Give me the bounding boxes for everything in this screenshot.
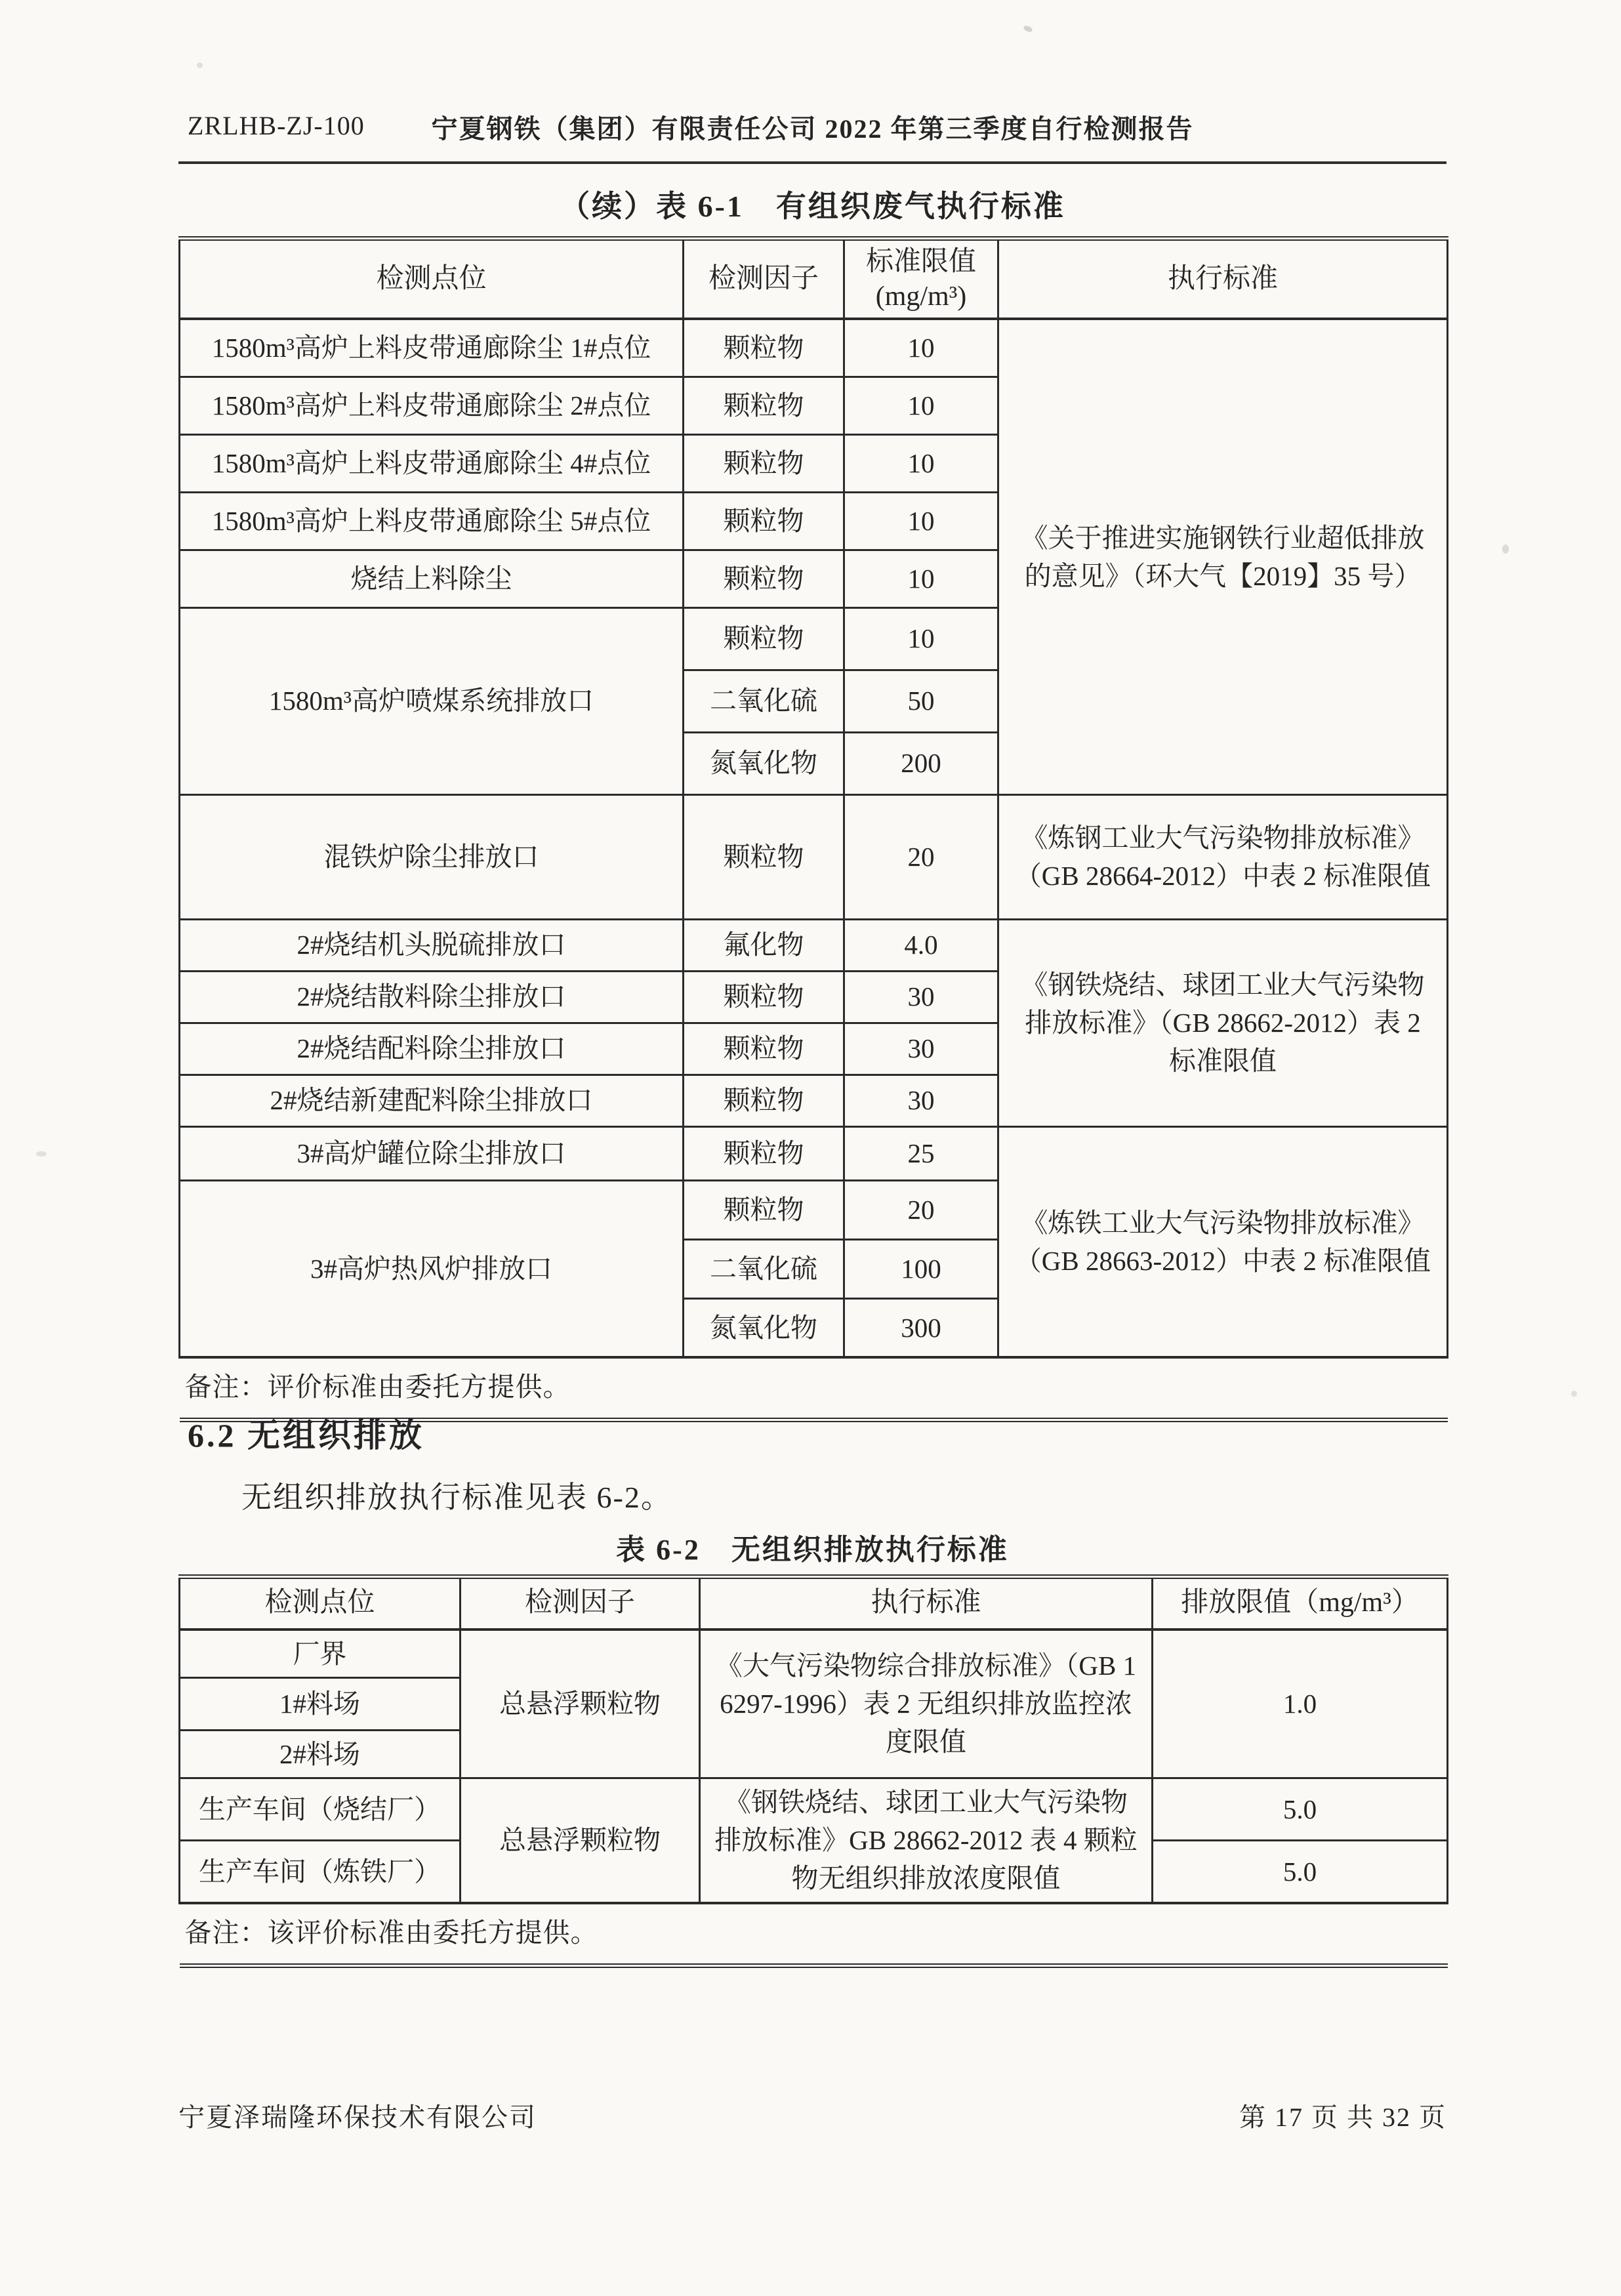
limit-cell: 10 — [844, 607, 998, 670]
point-cell: 混铁炉除尘排放口 — [180, 794, 684, 919]
footer-company: 宁夏泽瑞隆环保技术有限公司 — [178, 2102, 537, 2132]
factor-cell: 颗粒物 — [684, 1023, 844, 1075]
point-cell: 1580m³高炉上料皮带通廊除尘 1#点位 — [180, 319, 684, 377]
standard-cell: 《炼铁工业大气污染物排放标准》（GB 28663-2012）中表 2 标准限值 — [998, 1126, 1448, 1357]
limit-cell: 20 — [844, 794, 998, 919]
scan-speck — [1502, 544, 1509, 554]
table62-title: 表 6-2 无组织排放执行标准 — [616, 1534, 1009, 1566]
standard-cell: 《钢铁烧结、球团工业大气污染物排放标准》（GB 28662-2012）表 2 标准限值 — [998, 919, 1448, 1126]
limit-cell: 4.0 — [844, 919, 998, 971]
header-cell: 执行标准 — [998, 239, 1448, 319]
factor-cell: 总悬浮颗粒物 — [461, 1630, 700, 1778]
point-cell: 2#烧结配料除尘排放口 — [180, 1023, 684, 1075]
factor-cell: 二氧化硫 — [684, 670, 844, 732]
factor-cell: 颗粒物 — [684, 971, 844, 1023]
table-note: 备注：该评价标准由委托方提供。 — [180, 1903, 1448, 1966]
standard-cell: 《关于推进实施钢铁行业超低排放的意见》（环大气【2019】35 号） — [998, 319, 1448, 794]
footer-page-number: 第 17 页 共 32 页 — [1239, 2102, 1447, 2132]
limit-cell: 30 — [844, 1023, 998, 1075]
section-intro-paragraph: 无组织排放执行标准见表 6-2。 — [241, 1481, 672, 1514]
limit-cell: 5.0 — [1153, 1841, 1448, 1903]
point-cell: 1#料场 — [180, 1677, 461, 1730]
table-organized-emission-standards — [178, 236, 1448, 1422]
factor-cell: 颗粒物 — [684, 794, 844, 919]
factor-cell: 氟化物 — [684, 919, 844, 971]
factor-cell: 颗粒物 — [684, 607, 844, 670]
standard-cell: 《大气污染物综合排放标准》（GB 16297-1996）表 2 无组织排放监控浓度限值 — [700, 1630, 1153, 1778]
header-cell: 检测点位 — [180, 1577, 461, 1630]
factor-cell: 颗粒物 — [684, 1126, 844, 1180]
table-note: 备注：评价标准由委托方提供。 — [180, 1357, 1448, 1420]
scan-speck — [1023, 24, 1033, 33]
factor-cell: 总悬浮颗粒物 — [461, 1778, 700, 1902]
limit-cell: 10 — [844, 550, 998, 607]
factor-cell: 颗粒物 — [684, 492, 844, 550]
limit-cell: 30 — [844, 1075, 998, 1126]
limit-cell: 10 — [844, 319, 998, 377]
section-heading: 6.2 无组织排放 — [188, 1417, 424, 1454]
table61-title: （续）表 6-1 有组织废气执行标准 — [560, 190, 1065, 223]
header-cell: 执行标准 — [700, 1577, 1153, 1630]
limit-header-line1: 标准限值 — [865, 247, 976, 277]
standard-cell: 《炼钢工业大气污染物排放标准》（GB 28664-2012）中表 2 标准限值 — [998, 794, 1448, 919]
header-rule — [178, 161, 1447, 164]
point-cell: 生产车间（炼铁厂） — [180, 1841, 461, 1903]
header-cell: 排放限值（mg/m³） — [1153, 1577, 1448, 1630]
limit-cell: 25 — [844, 1126, 998, 1180]
factor-cell: 氮氧化物 — [684, 732, 844, 794]
limit-cell: 200 — [844, 732, 998, 794]
factor-cell: 二氧化硫 — [684, 1239, 844, 1298]
limit-header-line2: (mg/m³) — [875, 281, 967, 312]
factor-cell: 颗粒物 — [684, 1075, 844, 1126]
header-cell: 检测点位 — [180, 239, 684, 319]
report-title: 宁夏钢铁（集团）有限责任公司 2022 年第三季度自行检测报告 — [431, 114, 1194, 144]
factor-cell: 颗粒物 — [684, 377, 844, 434]
factor-cell: 颗粒物 — [684, 550, 844, 607]
limit-cell: 300 — [844, 1298, 998, 1357]
point-cell: 1580m³高炉上料皮带通廊除尘 2#点位 — [180, 377, 684, 434]
scan-speck — [36, 1151, 47, 1157]
limit-cell: 50 — [844, 670, 998, 732]
factor-cell: 氮氧化物 — [684, 1298, 844, 1357]
point-cell: 厂界 — [180, 1630, 461, 1678]
point-cell: 生产车间（烧结厂） — [180, 1778, 461, 1840]
point-cell: 1580m³高炉喷煤系统排放口 — [180, 607, 684, 794]
factor-cell: 颗粒物 — [684, 434, 844, 492]
limit-cell: 100 — [844, 1239, 998, 1298]
point-cell: 2#烧结散料除尘排放口 — [180, 971, 684, 1023]
point-cell: 3#高炉罐位除尘排放口 — [180, 1126, 684, 1180]
document-code: ZRLHB-ZJ-100 — [188, 111, 365, 140]
header-cell: 检测因子 — [461, 1577, 700, 1630]
limit-cell: 10 — [844, 492, 998, 550]
limit-cell: 1.0 — [1153, 1630, 1448, 1778]
point-cell: 3#高炉热风炉排放口 — [180, 1180, 684, 1357]
limit-cell: 5.0 — [1153, 1778, 1448, 1840]
header-cell: 检测因子 — [684, 239, 844, 319]
factor-cell: 颗粒物 — [684, 319, 844, 377]
point-cell: 烧结上料除尘 — [180, 550, 684, 607]
limit-cell: 10 — [844, 377, 998, 434]
factor-cell: 颗粒物 — [684, 1180, 844, 1239]
limit-cell: 10 — [844, 434, 998, 492]
point-cell: 1580m³高炉上料皮带通廊除尘 5#点位 — [180, 492, 684, 550]
point-cell: 1580m³高炉上料皮带通廊除尘 4#点位 — [180, 434, 684, 492]
limit-cell: 20 — [844, 1180, 998, 1239]
point-cell: 2#烧结新建配料除尘排放口 — [180, 1075, 684, 1126]
header-cell — [844, 239, 998, 319]
table-fugitive-emission-standards — [178, 1574, 1448, 1968]
point-cell: 2#烧结机头脱硫排放口 — [180, 919, 684, 971]
limit-cell: 30 — [844, 971, 998, 1023]
scan-speck — [1571, 1391, 1577, 1397]
standard-cell: 《钢铁烧结、球团工业大气污染物排放标准》GB 28662-2012 表 4 颗粒物无组织排放浓度限值 — [700, 1778, 1153, 1902]
scan-speck — [197, 62, 203, 68]
point-cell: 2#料场 — [180, 1730, 461, 1778]
page-footer — [178, 2097, 1447, 2134]
